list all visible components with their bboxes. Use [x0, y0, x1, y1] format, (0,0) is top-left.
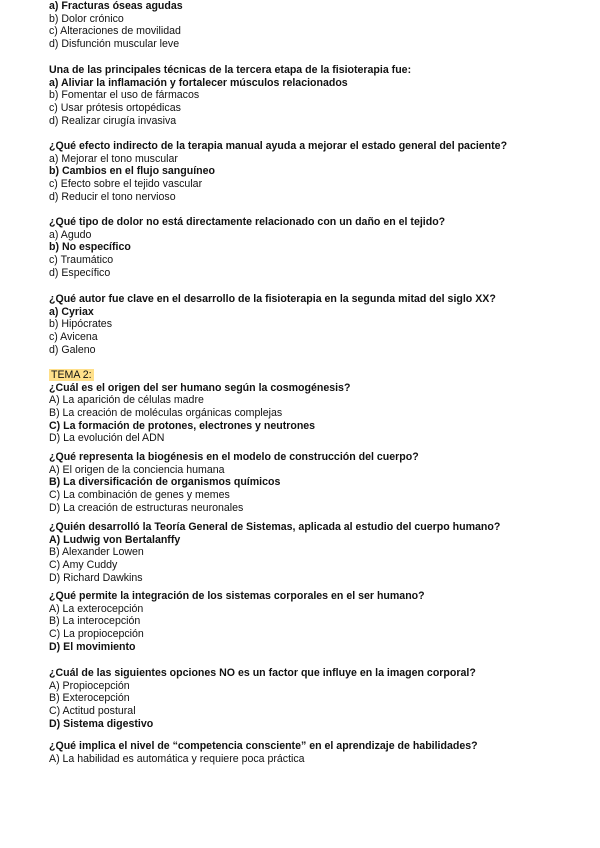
question-text: ¿Qué implica el nivel de “competencia consciente” en el aprendizaje de habilidades?: [49, 740, 478, 752]
option: c) Alteraciones de movilidad: [49, 25, 181, 38]
option: a) Aliviar la inflamación y fortalecer músculos relacionados: [49, 76, 348, 89]
option: d) Disfunción muscular leve: [49, 38, 180, 51]
question-block: [49, 740, 589, 765]
question-text: ¿Qué efecto indirecto de la terapia manual ayuda a mejorar el estado general del paciente?: [49, 140, 508, 152]
option: c) Efecto sobre el tejido vascular: [49, 178, 203, 191]
option: D) La evolución del ADN: [49, 432, 165, 445]
option: B) La creación de moléculas orgánicas complejas: [49, 407, 283, 420]
option: D) El movimiento: [49, 640, 136, 653]
question-text: Una de las principales técnicas de la tercera etapa de la fisioterapia fue:: [49, 64, 412, 76]
option: A) La exterocepción: [49, 602, 144, 615]
option: D) La creación de estructuras neuronales: [49, 501, 244, 514]
option: A) La habilidad es automática y requiere poca práctica: [49, 752, 305, 765]
option: d) Específico: [49, 266, 111, 279]
tema-section: [49, 369, 589, 445]
option: c) Avicena: [49, 331, 98, 344]
option: C) La propiocepción: [49, 628, 144, 641]
question-text: ¿Qué permite la integración de los sistemas corporales en el ser humano?: [49, 590, 425, 602]
question-text: ¿Cuál es el origen del ser humano según la cosmogénesis?: [49, 381, 351, 394]
option: B) La interocepción: [49, 615, 141, 628]
option: c) Traumático: [49, 254, 114, 267]
option: a) Fracturas óseas agudas: [49, 0, 183, 12]
question-block: [49, 590, 589, 653]
option: A) Ludwig von Bertalanffy: [49, 533, 181, 546]
option: a) Mejorar el tono muscular: [49, 152, 178, 165]
question-block: [49, 667, 589, 730]
option: b) Dolor crónico: [49, 12, 124, 25]
question-block: [49, 216, 589, 279]
option: B) Exterocepción: [49, 692, 130, 705]
option: b) Hipócrates: [49, 318, 112, 331]
option: C) La combinación de genes y memes: [49, 489, 230, 502]
option: B) La diversificación de organismos químicos: [49, 476, 281, 489]
question-text: ¿Cuál de las siguientes opciones NO es un factor que influye en la imagen corporal?: [49, 667, 476, 679]
option: b) No específico: [49, 241, 131, 254]
option: D) Richard Dawkins: [49, 571, 143, 584]
question-text: ¿Qué tipo de dolor no está directamente relacionado con un daño en el tejido?: [49, 216, 446, 228]
option: c) Usar prótesis ortopédicas: [49, 102, 181, 115]
option: A) La aparición de células madre: [49, 394, 204, 407]
question-block: [49, 451, 589, 514]
option: d) Reducir el tono nervioso: [49, 190, 176, 203]
option: C) La formación de protones, electrones y neutrones: [49, 419, 316, 432]
option: d) Realizar cirugía invasiva: [49, 114, 177, 127]
option: d) Galeno: [49, 343, 96, 356]
question-block: [49, 140, 589, 203]
option: a) Agudo: [49, 228, 92, 241]
option: A) Propiocepción: [49, 679, 130, 692]
option: b) Cambios en el flujo sanguíneo: [49, 165, 215, 178]
top-options: [49, 0, 589, 51]
option: A) El origen de la conciencia humana: [49, 463, 225, 476]
question-text: ¿Qué representa la biogénesis en el modelo de construcción del cuerpo?: [49, 451, 419, 463]
question-block: [49, 521, 589, 584]
question-text: ¿Quién desarrolló la Teoría General de Sistemas, aplicada al estudio del cuerpo humano?: [49, 521, 501, 533]
option: a) Cyriax: [49, 305, 94, 318]
option: D) Sistema digestivo: [49, 717, 154, 730]
option: C) Actitud postural: [49, 705, 136, 718]
question-block: [49, 64, 589, 127]
tema-heading: TEMA 2:: [51, 369, 92, 381]
question-block: [49, 293, 589, 356]
question-text: ¿Qué autor fue clave en el desarrollo de la fisioterapia en la segunda mitad del siglo XX?: [49, 293, 496, 305]
option: C) Amy Cuddy: [49, 559, 118, 572]
option: B) Alexander Lowen: [49, 546, 144, 559]
option: b) Fomentar el uso de fármacos: [49, 89, 200, 102]
